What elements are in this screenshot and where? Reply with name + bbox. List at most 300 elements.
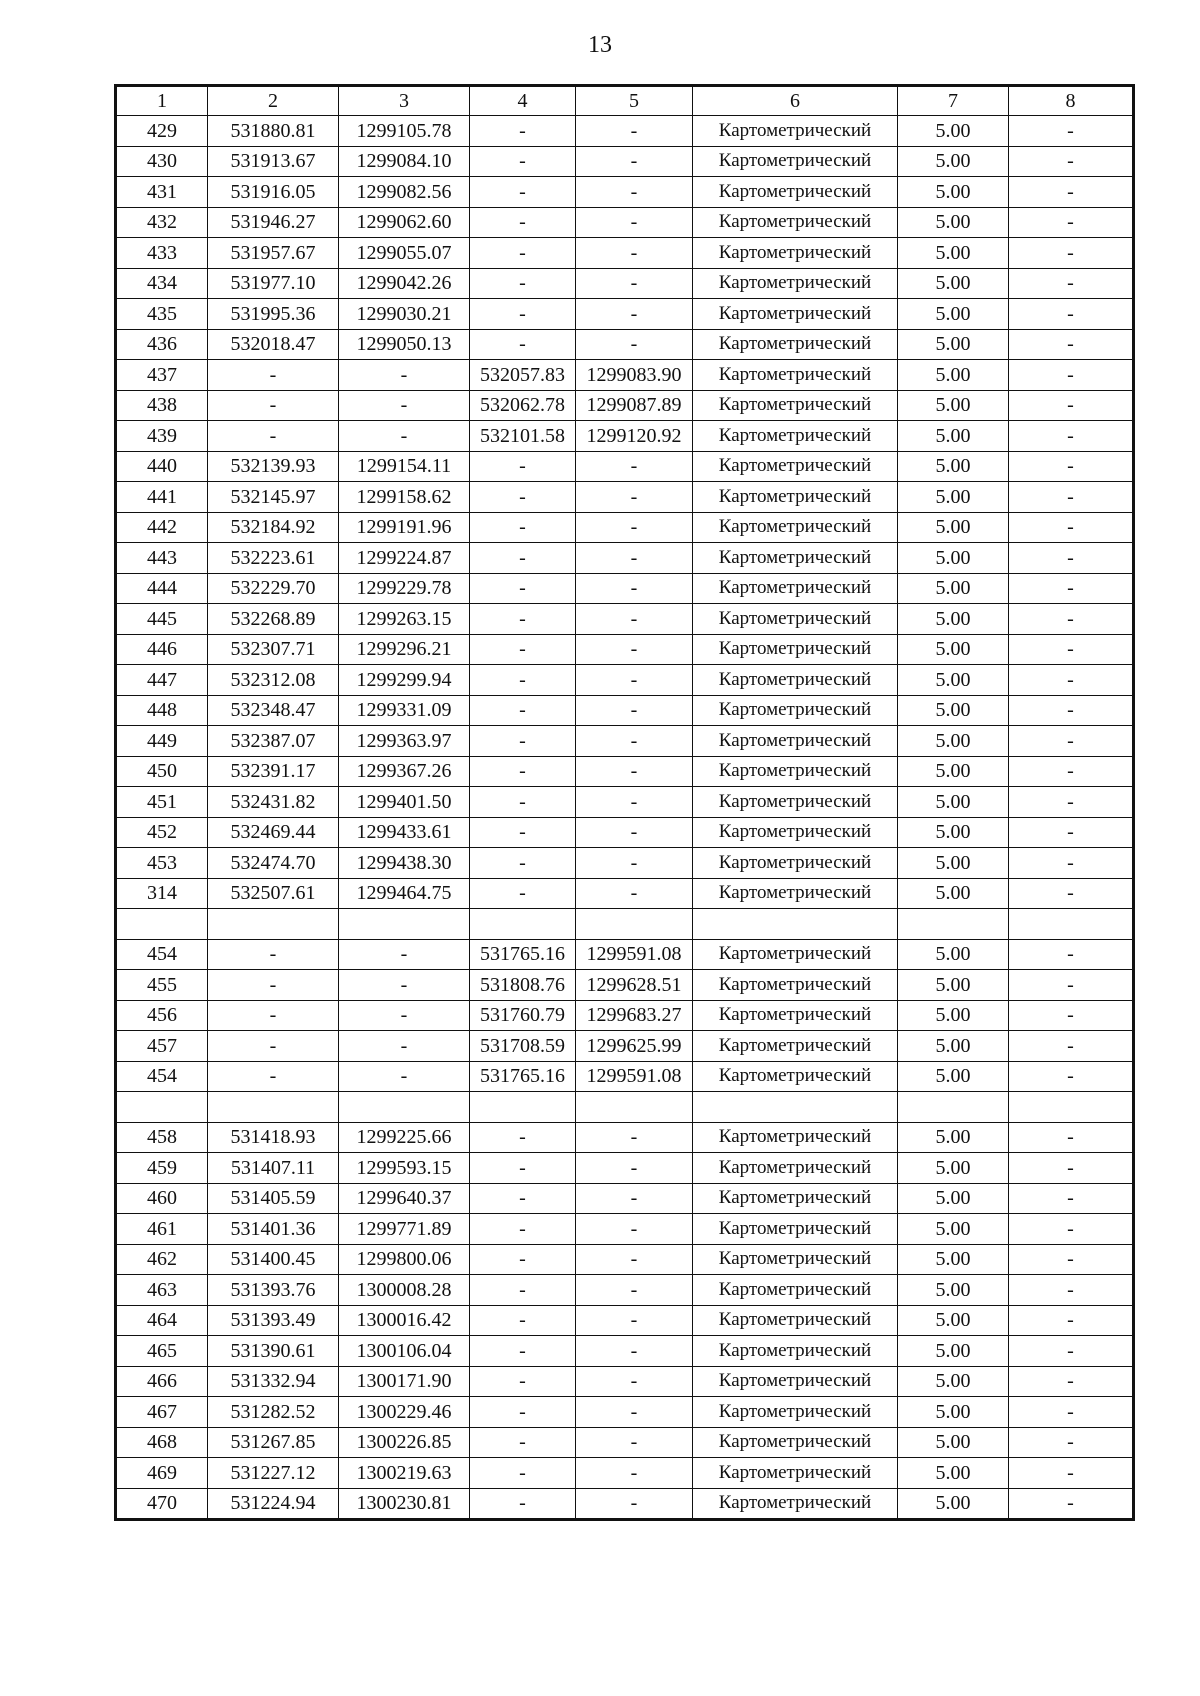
table-cell: -: [470, 665, 576, 696]
table-cell: -: [470, 695, 576, 726]
table-cell: -: [470, 1275, 576, 1306]
table-cell: -: [470, 299, 576, 330]
table-cell: Картометрический: [693, 1183, 898, 1214]
table-cell: Картометрический: [693, 1458, 898, 1489]
table-cell: 1299625.99: [576, 1031, 693, 1062]
table-cell: 1299050.13: [339, 329, 470, 360]
table-row: [116, 665, 1134, 696]
table-cell: 1299640.37: [339, 1183, 470, 1214]
table-cell: -: [576, 604, 693, 635]
table-cell: 5.00: [898, 1031, 1009, 1062]
table-cell: -: [1009, 1458, 1134, 1489]
table-cell: -: [576, 1153, 693, 1184]
table-cell: 532507.61: [208, 878, 339, 909]
table-cell: -: [470, 1153, 576, 1184]
table-row: [116, 939, 1134, 970]
table-cell: Картометрический: [693, 268, 898, 299]
header-cell: 6: [693, 86, 898, 116]
table-cell: -: [208, 421, 339, 452]
table-cell: -: [470, 177, 576, 208]
table-cell: [898, 909, 1009, 940]
table-cell: Картометрический: [693, 146, 898, 177]
table-cell: Картометрический: [693, 451, 898, 482]
table-cell: Картометрический: [693, 726, 898, 757]
table-cell: -: [470, 1183, 576, 1214]
table-cell: 1299591.08: [576, 939, 693, 970]
table-cell: 532062.78: [470, 390, 576, 421]
table-cell: 1299433.61: [339, 817, 470, 848]
table-cell: Картометрический: [693, 1000, 898, 1031]
table-cell: 1299154.11: [339, 451, 470, 482]
table-cell: 457: [116, 1031, 208, 1062]
table-cell: -: [1009, 238, 1134, 269]
table-cell: -: [576, 1183, 693, 1214]
table-cell: -: [576, 207, 693, 238]
table-cell: 5.00: [898, 817, 1009, 848]
table-row: [116, 1183, 1134, 1214]
table-cell: 456: [116, 1000, 208, 1031]
table-cell: -: [1009, 1153, 1134, 1184]
table-cell: Картометрический: [693, 1153, 898, 1184]
table-cell: -: [1009, 1061, 1134, 1092]
table-row: [116, 756, 1134, 787]
table-cell: -: [1009, 848, 1134, 879]
table-cell: -: [470, 573, 576, 604]
table-cell: [898, 1092, 1009, 1123]
header-cell: 1: [116, 86, 208, 116]
table-cell: -: [1009, 1244, 1134, 1275]
table-cell: 532018.47: [208, 329, 339, 360]
table-cell: -: [339, 1061, 470, 1092]
table-cell: 531977.10: [208, 268, 339, 299]
table-cell: -: [470, 756, 576, 787]
table-cell: 433: [116, 238, 208, 269]
table-cell: Картометрический: [693, 1122, 898, 1153]
table-cell: 5.00: [898, 390, 1009, 421]
table-cell: 5.00: [898, 543, 1009, 574]
table-cell: 5.00: [898, 421, 1009, 452]
table-cell: 5.00: [898, 604, 1009, 635]
table-cell: 532391.17: [208, 756, 339, 787]
table-cell: 5.00: [898, 970, 1009, 1001]
table-cell: -: [576, 756, 693, 787]
table-cell: 468: [116, 1427, 208, 1458]
table-cell: 1299224.87: [339, 543, 470, 574]
table-cell: -: [576, 451, 693, 482]
table-cell: Картометрический: [693, 787, 898, 818]
table-cell: 532431.82: [208, 787, 339, 818]
table-row: [116, 1214, 1134, 1245]
table-cell: Картометрический: [693, 1488, 898, 1520]
table-cell: 531267.85: [208, 1427, 339, 1458]
table-cell: -: [1009, 1305, 1134, 1336]
table-cell: 5.00: [898, 1275, 1009, 1306]
table-cell: 5.00: [898, 268, 1009, 299]
table-cell: -: [1009, 726, 1134, 757]
table-cell: -: [470, 146, 576, 177]
table-cell: 435: [116, 299, 208, 330]
table-row: [116, 1427, 1134, 1458]
table-row: [116, 848, 1134, 879]
table-cell: 532474.70: [208, 848, 339, 879]
header-cell: 4: [470, 86, 576, 116]
table-cell: -: [576, 573, 693, 604]
table-cell: 1299296.21: [339, 634, 470, 665]
table-cell: 1300219.63: [339, 1458, 470, 1489]
table-cell: -: [1009, 878, 1134, 909]
table-cell: -: [1009, 116, 1134, 147]
table-cell: -: [576, 1427, 693, 1458]
table-row: [116, 1336, 1134, 1367]
table-cell: Картометрический: [693, 878, 898, 909]
table-cell: [693, 1092, 898, 1123]
table-cell: -: [576, 848, 693, 879]
table-cell: [576, 1092, 693, 1123]
table-cell: 531390.61: [208, 1336, 339, 1367]
table-cell: 460: [116, 1183, 208, 1214]
table-cell: 447: [116, 665, 208, 696]
table-cell: -: [470, 268, 576, 299]
table-cell: 5.00: [898, 116, 1009, 147]
header-cell: 5: [576, 86, 693, 116]
table-cell: Картометрический: [693, 1031, 898, 1062]
table-cell: -: [1009, 421, 1134, 452]
table-row: [116, 543, 1134, 574]
table-cell: 5.00: [898, 787, 1009, 818]
table-cell: 531880.81: [208, 116, 339, 147]
table-cell: 532184.92: [208, 512, 339, 543]
table-cell: 1299087.89: [576, 390, 693, 421]
table-cell: 1299628.51: [576, 970, 693, 1001]
table-header-row: [116, 86, 1134, 116]
table-cell: -: [208, 939, 339, 970]
table-cell: -: [1009, 1397, 1134, 1428]
table-cell: -: [576, 1214, 693, 1245]
table-cell: -: [576, 817, 693, 848]
table-row: [116, 1061, 1134, 1092]
table-cell: 1300008.28: [339, 1275, 470, 1306]
table-cell: 442: [116, 512, 208, 543]
table-row: [116, 817, 1134, 848]
table-cell: [208, 909, 339, 940]
table-cell: 5.00: [898, 878, 1009, 909]
table-cell: -: [576, 329, 693, 360]
table-cell: 446: [116, 634, 208, 665]
table-cell: 1299464.75: [339, 878, 470, 909]
table-cell: 531393.49: [208, 1305, 339, 1336]
table-cell: 531405.59: [208, 1183, 339, 1214]
table-cell: -: [1009, 512, 1134, 543]
table-cell: -: [339, 390, 470, 421]
table-cell: -: [470, 848, 576, 879]
table-cell: Картометрический: [693, 329, 898, 360]
coordinates-table: [114, 84, 1135, 1521]
table-cell: [693, 909, 898, 940]
table-cell: 532387.07: [208, 726, 339, 757]
table-cell: 5.00: [898, 848, 1009, 879]
table-cell: 436: [116, 329, 208, 360]
table-cell: 531224.94: [208, 1488, 339, 1520]
table-cell: Картометрический: [693, 299, 898, 330]
table-cell: 531401.36: [208, 1214, 339, 1245]
table-cell: Картометрический: [693, 970, 898, 1001]
table-cell: 5.00: [898, 329, 1009, 360]
table-cell: -: [470, 878, 576, 909]
table-cell: [470, 1092, 576, 1123]
table-cell: Картометрический: [693, 1305, 898, 1336]
table-cell: 1299158.62: [339, 482, 470, 513]
table-cell: -: [576, 787, 693, 818]
table-cell: -: [576, 1336, 693, 1367]
table-row: [116, 604, 1134, 635]
table-cell: -: [1009, 817, 1134, 848]
table-cell: -: [576, 1122, 693, 1153]
table-cell: 1300230.81: [339, 1488, 470, 1520]
table-cell: 1299363.97: [339, 726, 470, 757]
table-cell: 532229.70: [208, 573, 339, 604]
table-cell: 1299084.10: [339, 146, 470, 177]
table-row: [116, 787, 1134, 818]
table-cell: -: [208, 1000, 339, 1031]
table-cell: Картометрический: [693, 756, 898, 787]
table-cell: 466: [116, 1366, 208, 1397]
table-row: [116, 634, 1134, 665]
table-cell: -: [208, 390, 339, 421]
table-cell: 531946.27: [208, 207, 339, 238]
table-cell: 5.00: [898, 1214, 1009, 1245]
table-cell: -: [1009, 1488, 1134, 1520]
table-cell: 531708.59: [470, 1031, 576, 1062]
table-cell: 470: [116, 1488, 208, 1520]
table-row: [116, 329, 1134, 360]
table-row: [116, 573, 1134, 604]
table-cell: -: [470, 726, 576, 757]
table-row: [116, 970, 1134, 1001]
table-cell: 444: [116, 573, 208, 604]
table-cell: 5.00: [898, 1427, 1009, 1458]
table-cell: 531957.67: [208, 238, 339, 269]
table-row: [116, 512, 1134, 543]
table-cell: -: [1009, 939, 1134, 970]
table-cell: 5.00: [898, 1397, 1009, 1428]
table-cell: -: [208, 1061, 339, 1092]
table-row: [116, 238, 1134, 269]
table-cell: 531760.79: [470, 1000, 576, 1031]
table-cell: 532312.08: [208, 665, 339, 696]
table-cell: 450: [116, 756, 208, 787]
coordinates-table-container: [114, 84, 1132, 1521]
table-row: [116, 451, 1134, 482]
table-cell: Картометрический: [693, 177, 898, 208]
table-row: [116, 1244, 1134, 1275]
table-cell: 1300016.42: [339, 1305, 470, 1336]
table-cell: -: [576, 177, 693, 208]
table-cell: Картометрический: [693, 817, 898, 848]
table-cell: 461: [116, 1214, 208, 1245]
table-cell: Картометрический: [693, 1366, 898, 1397]
table-cell: -: [1009, 634, 1134, 665]
table-cell: -: [1009, 207, 1134, 238]
table-cell: 1299331.09: [339, 695, 470, 726]
table-cell: 5.00: [898, 1366, 1009, 1397]
table-cell: -: [470, 1336, 576, 1367]
table-row: [116, 207, 1134, 238]
table-row: [116, 878, 1134, 909]
table-cell: -: [1009, 1275, 1134, 1306]
table-cell: 1300171.90: [339, 1366, 470, 1397]
table-cell: 434: [116, 268, 208, 299]
table-cell: 1299120.92: [576, 421, 693, 452]
table-cell: 459: [116, 1153, 208, 1184]
table-cell: [116, 1092, 208, 1123]
table-cell: -: [576, 146, 693, 177]
table-cell: 458: [116, 1122, 208, 1153]
table-row: [116, 1366, 1134, 1397]
table-cell: -: [576, 268, 693, 299]
table-cell: 531808.76: [470, 970, 576, 1001]
table-cell: -: [576, 543, 693, 574]
table-cell: 5.00: [898, 482, 1009, 513]
table-cell: 1299401.50: [339, 787, 470, 818]
table-cell: -: [576, 1244, 693, 1275]
table-cell: 532469.44: [208, 817, 339, 848]
table-cell: -: [1009, 695, 1134, 726]
table-cell: 1299263.15: [339, 604, 470, 635]
table-cell: 531765.16: [470, 1061, 576, 1092]
table-cell: 439: [116, 421, 208, 452]
table-cell: 1299105.78: [339, 116, 470, 147]
table-row: [116, 1092, 1134, 1123]
table-cell: -: [1009, 177, 1134, 208]
table-cell: 5.00: [898, 207, 1009, 238]
table-cell: [116, 909, 208, 940]
table-cell: -: [339, 970, 470, 1001]
table-cell: -: [576, 1488, 693, 1520]
table-cell: -: [1009, 1122, 1134, 1153]
table-cell: -: [470, 1488, 576, 1520]
table-cell: 454: [116, 1061, 208, 1092]
table-cell: 531407.11: [208, 1153, 339, 1184]
table-cell: -: [1009, 1336, 1134, 1367]
table-cell: -: [1009, 787, 1134, 818]
table-cell: -: [1009, 756, 1134, 787]
table-cell: Картометрический: [693, 1427, 898, 1458]
table-row: [116, 1153, 1134, 1184]
table-row: [116, 482, 1134, 513]
table-cell: Картометрический: [693, 512, 898, 543]
table-cell: 431: [116, 177, 208, 208]
table-cell: Картометрический: [693, 207, 898, 238]
table-cell: 5.00: [898, 1000, 1009, 1031]
table-cell: 462: [116, 1244, 208, 1275]
table-cell: 1299683.27: [576, 1000, 693, 1031]
table-cell: 455: [116, 970, 208, 1001]
table-cell: 1299082.56: [339, 177, 470, 208]
table-row: [116, 268, 1134, 299]
table-cell: 5.00: [898, 1336, 1009, 1367]
table-cell: -: [1009, 1214, 1134, 1245]
table-cell: 1299191.96: [339, 512, 470, 543]
table-cell: 1299083.90: [576, 360, 693, 391]
table-cell: 5.00: [898, 573, 1009, 604]
table-cell: 1299800.06: [339, 1244, 470, 1275]
table-cell: 5.00: [898, 726, 1009, 757]
table-cell: -: [1009, 299, 1134, 330]
table-cell: 5.00: [898, 1488, 1009, 1520]
table-cell: -: [470, 1366, 576, 1397]
table-cell: -: [1009, 482, 1134, 513]
table-cell: 1299030.21: [339, 299, 470, 330]
table-row: [116, 390, 1134, 421]
table-cell: -: [1009, 1031, 1134, 1062]
table-cell: 1299299.94: [339, 665, 470, 696]
table-cell: -: [1009, 360, 1134, 391]
table-cell: [1009, 909, 1134, 940]
table-cell: -: [576, 878, 693, 909]
table-cell: 5.00: [898, 1305, 1009, 1336]
table-cell: 5.00: [898, 451, 1009, 482]
table-cell: [1009, 1092, 1134, 1123]
table-cell: 531400.45: [208, 1244, 339, 1275]
table-row: [116, 360, 1134, 391]
table-cell: 448: [116, 695, 208, 726]
table-cell: 438: [116, 390, 208, 421]
table-cell: 449: [116, 726, 208, 757]
table-cell: -: [470, 451, 576, 482]
table-cell: 532307.71: [208, 634, 339, 665]
table-cell: Картометрический: [693, 695, 898, 726]
table-cell: -: [470, 207, 576, 238]
table-cell: Картометрический: [693, 1214, 898, 1245]
table-cell: 465: [116, 1336, 208, 1367]
table-cell: -: [339, 421, 470, 452]
table-row: [116, 1122, 1134, 1153]
table-cell: 532223.61: [208, 543, 339, 574]
table-cell: 531332.94: [208, 1366, 339, 1397]
table-cell: [470, 909, 576, 940]
table-cell: -: [1009, 604, 1134, 635]
table-cell: 532145.97: [208, 482, 339, 513]
table-cell: Картометрический: [693, 573, 898, 604]
table-cell: -: [576, 238, 693, 269]
table-cell: 437: [116, 360, 208, 391]
table-cell: -: [339, 1000, 470, 1031]
table-cell: -: [470, 238, 576, 269]
table-cell: Картометрический: [693, 604, 898, 635]
header-cell: 7: [898, 86, 1009, 116]
table-cell: Картометрический: [693, 634, 898, 665]
table-cell: 1300229.46: [339, 1397, 470, 1428]
table-cell: -: [208, 970, 339, 1001]
table-cell: -: [1009, 451, 1134, 482]
header-cell: 2: [208, 86, 339, 116]
table-cell: 1299062.60: [339, 207, 470, 238]
table-cell: 1299229.78: [339, 573, 470, 604]
table-cell: 1299438.30: [339, 848, 470, 879]
table-cell: -: [470, 1458, 576, 1489]
table-cell: -: [339, 360, 470, 391]
table-cell: 5.00: [898, 939, 1009, 970]
table-cell: -: [576, 512, 693, 543]
table-cell: 532139.93: [208, 451, 339, 482]
table-cell: Картометрический: [693, 482, 898, 513]
table-cell: Картометрический: [693, 390, 898, 421]
table-cell: 314: [116, 878, 208, 909]
table-cell: 463: [116, 1275, 208, 1306]
table-cell: Картометрический: [693, 1244, 898, 1275]
table-cell: -: [1009, 970, 1134, 1001]
table-cell: -: [470, 1305, 576, 1336]
